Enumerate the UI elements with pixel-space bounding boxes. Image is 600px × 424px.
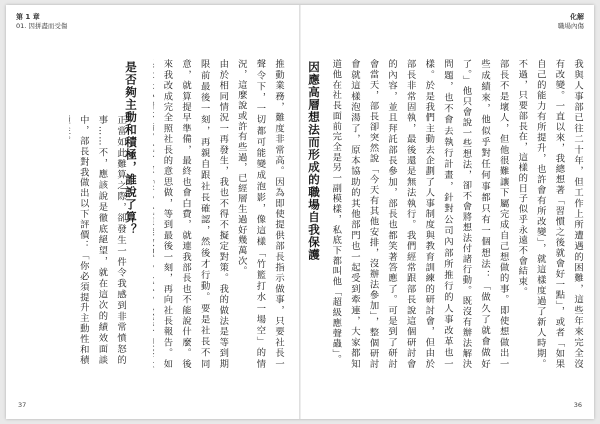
book-spread [6,5,594,419]
left-body-text: 推動業務，難度非常高。因為即使提供部長指示做事，只要社長一聲令下，一切都可能變成泡影，像這樣「竹籃打水一場空」的情況，這麼說或許有些過，已經層生過好幾萬次。 由於相同情況一再發生，我也不得不擬定對策。我的做法是等到期限前最後一刻，再親自跟社長確認，然後才行動。要是社長不同意，就算提早準備，最終也會白費，就連我部長也不能說什麼。後來我改成完全照社長的意思做，等到最後一刻，再向社長報告。如 [161,59,284,369]
chapter-label: 第 1 章 [16,13,40,21]
left-section-heading: 是否夠主動和積極，誰說了算？ [124,61,138,236]
running-subtitle: 職場內傷 [558,22,584,30]
section-label: 01. 因拼盡而受傷 [16,22,68,30]
left-running-head [16,13,67,31]
left-page [6,5,299,419]
right-body-main: 我與人事部已往二十年，但工作上所遭遇的困難，這些年來完全沒有改變。一直以來，我總想著「習慣之後就會好一點」，或者「如果自己的能力有所提升，也許會有所改變」，就這樣度過了新人時期。不過，只要部長在，這樣的日子似乎永遠不會結束。 部長不是壞人，但他很難讓下屬完成自己想做的事。即使想做出一些成績來，他似乎對任何事都只有一個想法：「做久了就會做好了。」他只會說一些想法，卻不會將想法付諸行動。既沒有辦法解決問題，也不會去執行計畫，針對公司內部所推行的人事改革也一樣。於是我們主動去企劃了人事制度與教育訓練的研討會，但由於部長非常固執，最後還是無法執行。我們經常跟部長說這個研討會的內容，並且拜託部長參加，部長也都笑著答應了。可是到了研討會當天，部長卻突然說「今天有其他安排，沒辦法參加」，整個研討會就這樣泡湯了，原本協助的其他部門也一起受到牽連，大家都知道他在社長面前完全是另一副模樣，私底下都叫他「超級應聲蟲」。 [330,59,583,369]
right-page [301,5,594,419]
right-body-text [324,59,586,369]
right-page-number: 36 [573,401,582,409]
running-title: 化解 [570,13,584,21]
left-page-number: 37 [18,401,27,409]
right-section-heading: 因應高層想法而形成的職場自我保護 [307,61,321,261]
right-running-head [558,13,584,31]
left-body-text-2: 正當如此難算之際，卻發生一件令我感到非常憤怒的事……不，應該說是徹底絕望，就在這次的績效面談中，部長對我做出以下評價：「你必須提升主動性和積 [77,115,126,365]
